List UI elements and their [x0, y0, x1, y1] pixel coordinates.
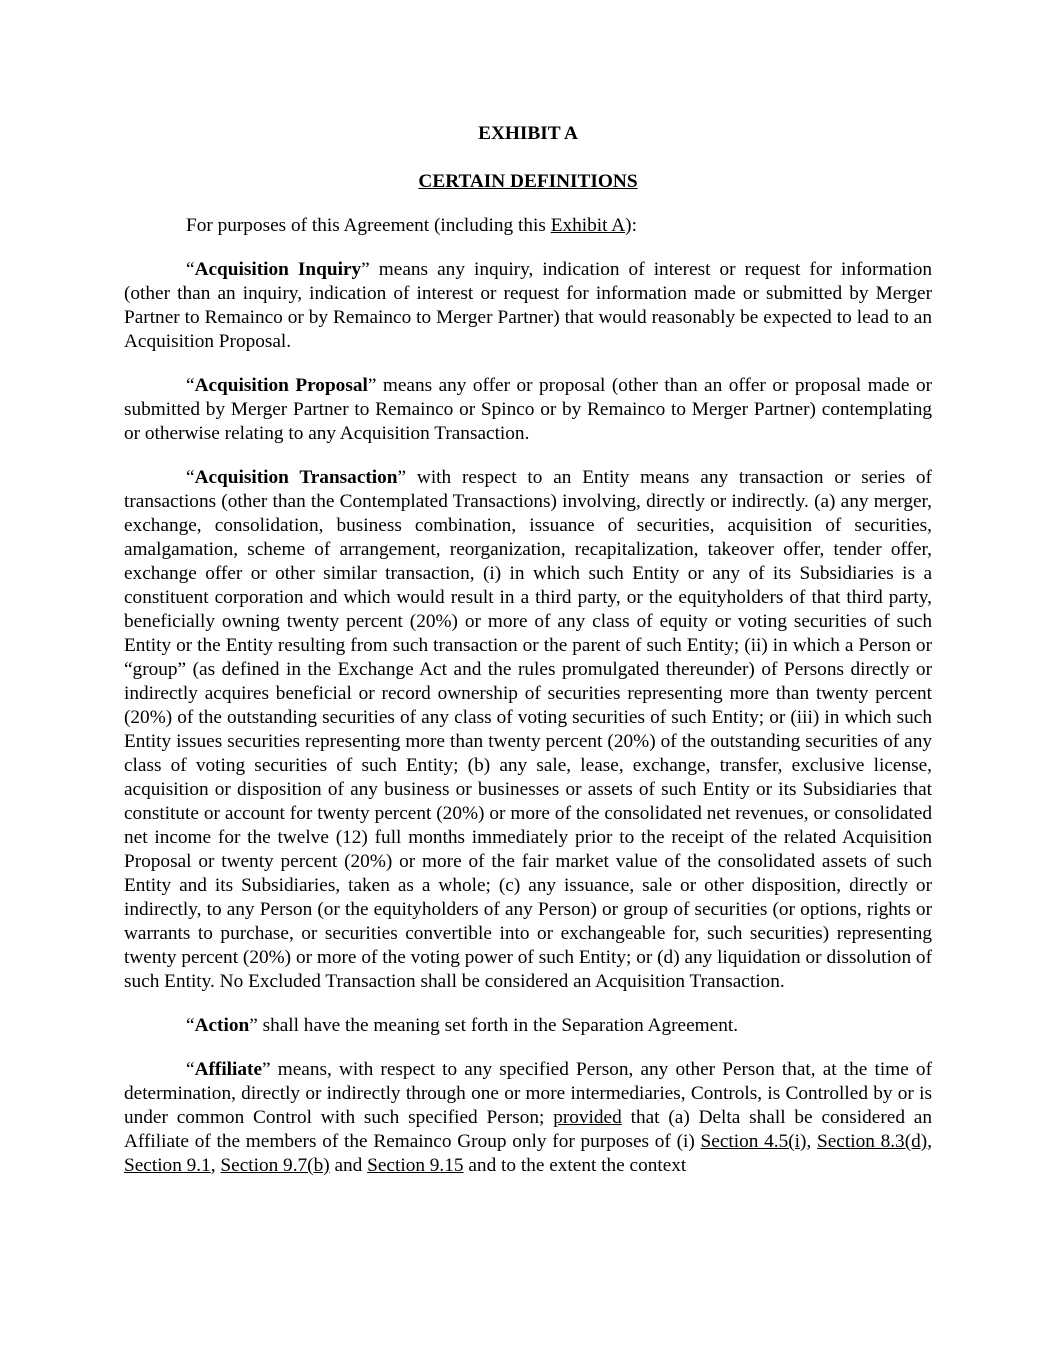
definition-acquisition-proposal: [124, 374, 932, 446]
intro-tail: ):: [625, 215, 637, 236]
section-title-wrap: [124, 170, 932, 194]
definition-action: [124, 1014, 932, 1038]
section-reference: Section 8.3(d): [817, 1131, 928, 1152]
defined-term: Acquisition Inquiry: [194, 259, 362, 280]
definition-text: and to the extent the context: [463, 1155, 687, 1176]
definition-text: ” with respect to an Entity means any transaction or series of transactions (other than the Contemplated Transactions) involving, directly or indirectly. (a) any merger, exchange, consolidation, business combination, issuance of securities, acquisition of securities, amalgamation, scheme of arrangement, reorganization, recapitalization, takeover offer, tender offer, exchange offer or other similar transaction, (i) in which such Entity or any of its Subsidiaries is a constituent corporation and which would result in a third party, or the equityholders of that third party, beneficially owning twenty percent (20%) or more of any class of equity or voting securities of such Entity or the Entity resulting from such transaction or the parent of such Entity; (ii) in which a Person or “group” (as defined in the Exchange Act and the rules promulgated thereunder) of Persons directly or indirectly acquires beneficial or record ownership of securities representing more than twenty percent (20%) of the outstanding securities of any class of voting securities of such Entity; or (iii) in which such Entity issues securities representing more than twenty percent (20%) of the outstanding securities of any class of voting securities of such Entity; (b) any sale, lease, exchange, transfer, exclusive license, acquisition or disposition of any business or businesses or assets of such Entity or its Subsidiaries that constitute or account for twenty percent (20%) or more of the consolidated net revenues, or consolidated net income for the twelve (12) full months immediately prior to the receipt of the related Acquisition Proposal or twenty percent (20%) or more of the fair market value of the consolidated assets of such Entity and its Subsidiaries, taken as a whole; (c) any issuance, sale or other disposition, directly or indirectly, to any Person (or the equityholders of any Person) or group of securities (or options, rights or warrants to purchase, or securities convertible into or exchangeable for, such securities) representing twenty percent (20%) or more of the voting power of such Entity; or (d) any liquidation or dissolution of such Entity. No Excluded Transaction shall be considered an Acquisition Transaction.: [124, 467, 932, 992]
definition-acquisition-inquiry: [124, 258, 932, 354]
separator: ,: [806, 1131, 818, 1152]
defined-term: Action: [194, 1015, 250, 1036]
defined-term: Acquisition Transaction: [194, 467, 398, 488]
open-quote: “: [186, 1015, 195, 1036]
defined-term: Acquisition Proposal: [194, 375, 368, 396]
exhibit-heading: EXHIBIT A: [478, 123, 578, 144]
defined-term: Affiliate: [194, 1059, 263, 1080]
open-quote: “: [186, 375, 195, 396]
definition-text: ” shall have the meaning set forth in the Separation Agreement.: [249, 1015, 739, 1036]
section-title: CERTAIN DEFINITIONS: [418, 171, 638, 192]
definition-text: ” means any offer or proposal (other than an offer or proposal made or submitted by Merger Partner to Remainco or Spinco or by Remainco to Merger Partner) contemplating or otherwise relating to any Acquisition Transaction.: [124, 375, 933, 444]
open-quote: “: [186, 259, 195, 280]
section-reference: Section 4.5(i): [700, 1131, 807, 1152]
intro-paragraph: [124, 214, 932, 238]
section-reference: Section 9.1: [124, 1155, 211, 1176]
separator: and: [329, 1155, 368, 1176]
separator: ,: [210, 1155, 221, 1176]
definition-text: ” means any inquiry, indication of interest or request for information (other than an inquiry, indication of interest or request for information made or submitted by Merger Partner to Remainco or by Remainco to Merger Partner) that would reasonably be expected to lead to an Acquisition Proposal.: [124, 259, 932, 352]
section-reference: Section 9.7(b): [220, 1155, 330, 1176]
definition-text: that (a) Delta shall be considered an Affiliate of the members of the Remainco Group only for purposes of (i): [124, 1107, 932, 1152]
open-quote: “: [186, 1059, 195, 1080]
exhibit-reference: Exhibit A: [550, 215, 626, 236]
intro-text: For purposes of this Agreement (including this: [186, 215, 551, 236]
section-reference: Section 9.15: [367, 1155, 464, 1176]
provided-proviso: provided: [553, 1107, 622, 1128]
document-page: [124, 122, 932, 1198]
definition-affiliate: [124, 1058, 932, 1178]
separator: ,: [927, 1131, 933, 1152]
definition-text: ” means, with respect to any specified Person, any other Person that, at the time of determination, directly or indirectly through one or more intermediaries, Controls, is Controlled by or is under common Control with such specified Person;: [124, 1059, 932, 1128]
definition-acquisition-transaction: [124, 466, 932, 994]
open-quote: “: [186, 467, 195, 488]
